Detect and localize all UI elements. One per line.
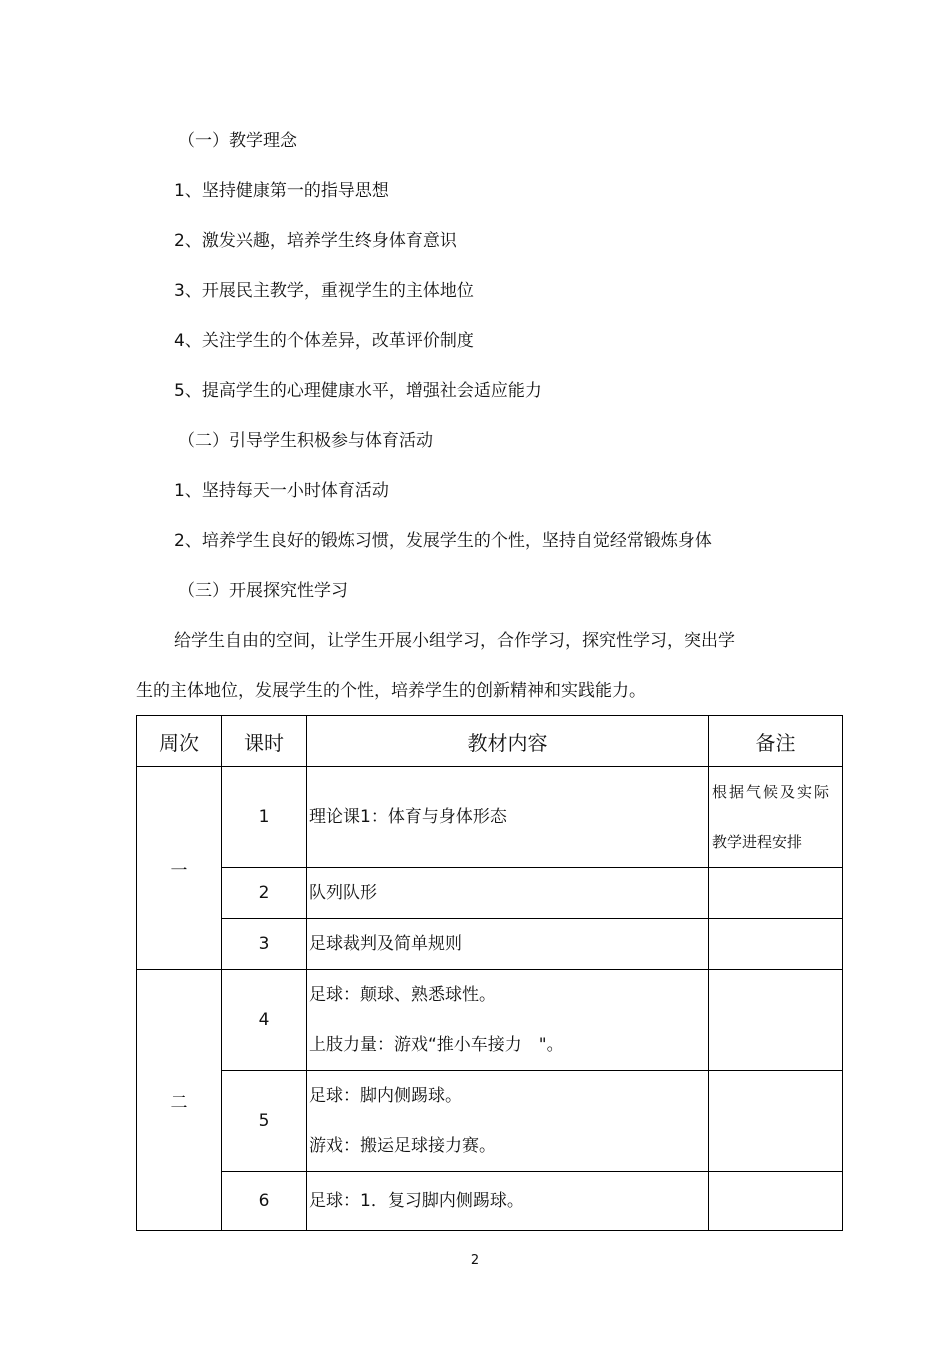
- table-row: [137, 767, 843, 868]
- table-row: [137, 1071, 843, 1172]
- content-cell: [307, 767, 709, 868]
- content-line: 足球：脚内侧踢球。: [309, 1086, 462, 1106]
- table-row: [137, 1172, 843, 1231]
- table-row: [137, 970, 843, 1071]
- table-row: [137, 868, 843, 919]
- content-cell: [307, 919, 709, 970]
- note-line: 教学进程安排: [712, 833, 803, 851]
- paragraph-item: 2、培养学生良好的锻炼习惯，发展学生的个性，坚持自觉经常锻炼身体: [174, 531, 712, 551]
- content-line: 足球裁判及简单规则: [309, 934, 462, 954]
- page-number: 2: [470, 1253, 480, 1268]
- paragraph-item: 2、激发兴趣，培养学生终身体育意识: [174, 231, 457, 251]
- teaching-plan-table: [136, 715, 843, 1231]
- paragraph-item: 5、提高学生的心理健康水平，增强社会适应能力: [174, 381, 542, 401]
- header-content: 教材内容: [307, 716, 709, 767]
- paragraph-item: 1、坚持健康第一的指导思想: [174, 181, 389, 201]
- lesson-cell: 3: [222, 919, 307, 970]
- note-line: 根据气候及实际: [712, 783, 832, 801]
- paragraph-item: 1、坚持每天一小时体育活动: [174, 481, 389, 501]
- note-cell: [709, 919, 843, 970]
- content-line: 游戏：搬运足球接力赛。: [309, 1136, 496, 1156]
- content-line: 足球：1．复习脚内侧踢球。: [309, 1191, 524, 1211]
- content-line: 理论课1：体育与身体形态: [309, 807, 507, 827]
- lesson-cell: 1: [222, 767, 307, 868]
- week-cell: 一: [137, 767, 222, 970]
- content-cell: [307, 1172, 709, 1231]
- note-cell: [709, 1172, 843, 1231]
- table-row: [137, 919, 843, 970]
- paragraph-item: 3、开展民主教学，重视学生的主体地位: [174, 281, 474, 301]
- paragraph-item: 4、关注学生的个体差异，改革评价制度: [174, 331, 474, 351]
- content-cell: [307, 868, 709, 919]
- header-lesson: 课时: [222, 716, 307, 767]
- content-line: 队列队形: [309, 883, 377, 903]
- section-heading-3: （三）开展探究性学习: [178, 581, 348, 601]
- note-cell: [709, 868, 843, 919]
- header-week: 周次: [137, 716, 222, 767]
- section-heading-2: （二）引导学生积极参与体育活动: [178, 431, 433, 451]
- note-cell: [709, 1071, 843, 1172]
- header-note: 备注: [709, 716, 843, 767]
- body-paragraph-line: 生的主体地位，发展学生的个性，培养学生的创新精神和实践能力。: [136, 681, 646, 701]
- lesson-cell: 6: [222, 1172, 307, 1231]
- content-cell: [307, 970, 709, 1071]
- content-line: 上肢力量：游戏“推小车接力 "。: [309, 1035, 564, 1055]
- content-cell: [307, 1071, 709, 1172]
- lesson-cell: 2: [222, 868, 307, 919]
- table-header-row: [137, 716, 843, 767]
- lesson-cell: 4: [222, 970, 307, 1071]
- section-heading-1: （一）教学理念: [178, 131, 297, 151]
- lesson-cell: 5: [222, 1071, 307, 1172]
- week-cell: 二: [137, 970, 222, 1231]
- note-cell: [709, 767, 843, 868]
- body-paragraph-line: 给学生自由的空间，让学生开展小组学习，合作学习，探究性学习，突出学: [174, 631, 735, 651]
- note-cell: [709, 970, 843, 1071]
- content-line: 足球：颠球、熟悉球性。: [309, 985, 496, 1005]
